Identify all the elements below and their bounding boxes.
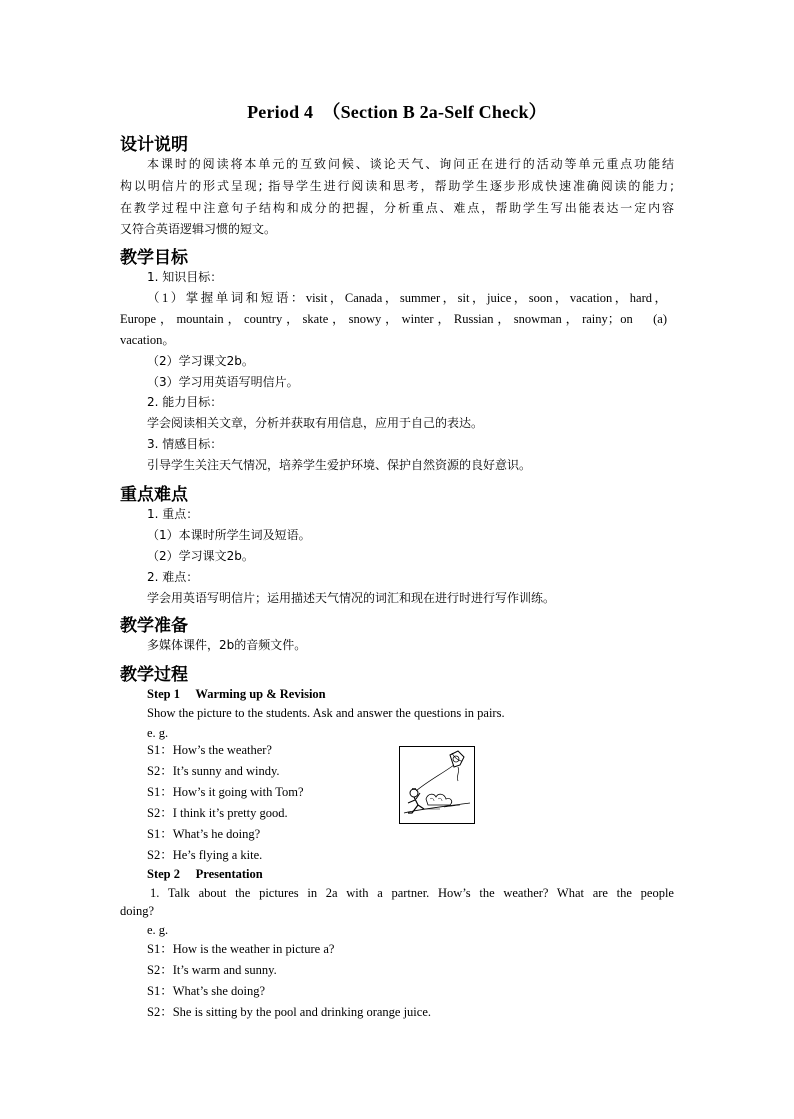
ability-goal-label: 2. 能力目标： <box>147 395 223 409</box>
section-heading-key-points: 重点难点 <box>120 485 188 505</box>
knowledge-goal-3: （3）学习用英语写明信片。 <box>147 375 299 389</box>
design-line-4: 又符合英语逻辑习惯的短文。 <box>120 222 277 236</box>
example-label-1: e. g. <box>147 726 169 740</box>
dialog-2-line: S2：It’s warm and sunny. <box>147 963 277 977</box>
knowledge-goal-1-line-2: Europe，mountain，country，skate，snowy，winter，Russian，snowman，rainy；on (a) <box>120 312 667 326</box>
section-heading-design: 设计说明 <box>120 135 188 155</box>
emotion-goal-label: 3. 情感目标： <box>147 437 223 451</box>
difficult-point-text: 学会用英语写明信片；运用描述天气情况的词汇和现在进行时进行写作训练。 <box>147 591 556 605</box>
page-title: Period 4 （Section B 2a-Self Check） <box>247 102 547 122</box>
ability-goal-text: 学会阅读相关文章，分析并获取有用信息，应用于自己的表达。 <box>147 416 484 430</box>
step-1-heading: Step 1 Warming up & Revision <box>147 687 326 701</box>
knowledge-goal-label: 1. 知识目标： <box>147 270 223 284</box>
difficult-point-label: 2. 难点： <box>147 570 199 584</box>
knowledge-goal-2: （2）学习课文2b。 <box>147 354 254 368</box>
dialog-2-line: S2：She is sitting by the pool and drinking orange juice. <box>147 1005 431 1019</box>
emotion-goal-text: 引导学生关注天气情况，培养学生爱护环境、保护自然资源的良好意识。 <box>147 458 532 472</box>
key-point-2: （2）学习课文2b。 <box>147 549 254 563</box>
design-line-1: 本课时的阅读将本单元的互致问候、谈论天气、询问正在进行的活动等单元重点功能结 <box>147 157 674 171</box>
design-line-2: 构以明信片的形式呈现; 指导学生进行阅读和思考，帮助学生逐步形成快速准确阅读的能力; <box>120 179 674 193</box>
step-2-heading: Step 2 Presentation <box>147 867 263 881</box>
preparation-text: 多媒体课件，2b的音频文件。 <box>147 638 307 652</box>
kite-flying-illustration <box>399 746 475 824</box>
key-point-1: （1）本课时所学生词及短语。 <box>147 528 311 542</box>
step-1-intro: Show the picture to the students. Ask and answer the questions in pairs. <box>147 706 505 720</box>
knowledge-goal-1-line-3: vacation。 <box>120 333 175 347</box>
dialog-1-line: S1：How’s it going with Tom? <box>147 785 304 799</box>
dialog-1-line: S1：What’s he doing? <box>147 827 261 841</box>
dialog-1-line: S1：How’s the weather? <box>147 743 272 757</box>
example-label-2: e. g. <box>147 923 169 937</box>
design-line-3: 在教学过程中注意句子结构和成分的把握，分析重点、难点，帮助学生写出能表达一定内容 <box>120 201 674 215</box>
dialog-1-line: S2：He’s flying a kite. <box>147 848 263 862</box>
knowledge-goal-1-line-1: （1）掌握单词和短语：visit，Canada，summer，sit，juice，soon，vacation，hard， <box>147 291 667 305</box>
section-heading-goals: 教学目标 <box>120 248 188 268</box>
kite-drawing <box>400 747 474 823</box>
dialog-1-line: S2：It’s sunny and windy. <box>147 764 280 778</box>
step-2-line-1: 1. Talk about the pictures in 2a with a partner. How’s the weather? What are the people <box>150 886 674 900</box>
section-heading-preparation: 教学准备 <box>120 616 188 636</box>
dialog-2-line: S1：What’s she doing? <box>147 984 266 998</box>
step-2-line-2: doing? <box>120 904 155 918</box>
dialog-1-line: S2：I think it’s pretty good. <box>147 806 288 820</box>
section-heading-process: 教学过程 <box>120 665 188 685</box>
dialog-2-line: S1：How is the weather in picture a? <box>147 942 335 956</box>
key-point-label: 1. 重点： <box>147 507 199 521</box>
